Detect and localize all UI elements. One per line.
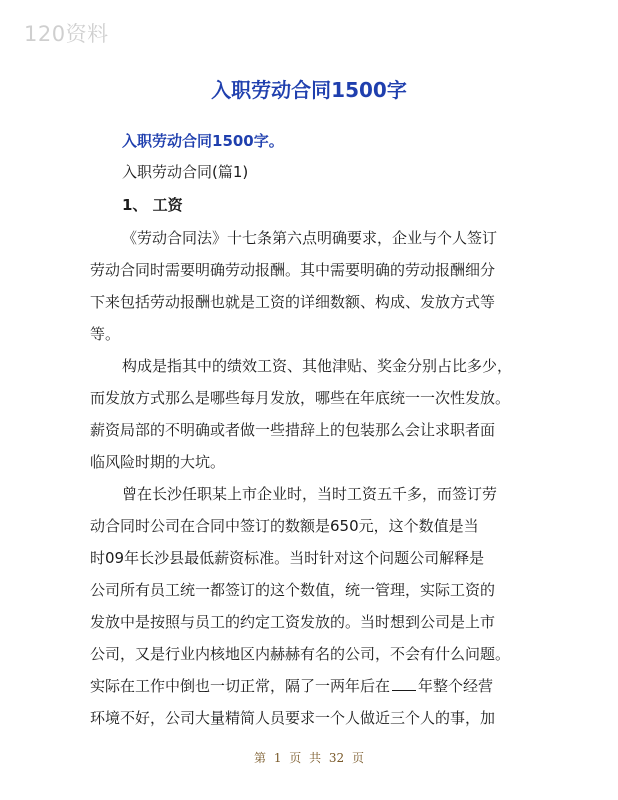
section-heading: 入职劳动合同(篇1) [122,163,249,181]
item-heading: 1、 工资 [122,196,183,214]
document-subtitle: 入职劳动合同1500字。 [122,132,284,150]
page-footer: 第 1 页 共 32 页 [254,751,364,765]
paragraph-line: 等。 [90,325,121,343]
paragraph-line: 公司，又是行业内核地区内赫赫有名的公司，不会有什么问题。 [90,645,511,663]
paragraph-line: 动合同时公司在合同中签订的数额是650元，这个数值是当 [90,517,479,535]
paragraph-line: 而发放方式那么是哪些每月发放，哪些在年底统一一次性发放。 [90,389,511,407]
paragraph-line: 薪资局部的不明确或者做一些措辞上的包装那么会让求职者面 [90,421,496,439]
paragraph-line: 临风险时期的大坑。 [90,453,226,471]
paragraph-line: 时09年长沙县最低薪资标准。当时针对这个问题公司解释是 [90,549,485,567]
paragraph-line [90,676,493,696]
paragraph-line: 《劳动合同法》十七条第六点明确要求，企业与个人签订 [122,229,498,247]
paragraph-line: 发放中是按照与员工的约定工资发放的。当时想到公司是上市 [90,613,496,631]
paragraph-line: 环境不好，公司大量精简人员要求一个人做近三个人的事，加 [90,709,496,727]
paragraph-line: 构成是指其中的绩效工资、其他津贴、奖金分别占比多少， [122,357,513,375]
fill-in-blank [392,676,416,691]
paragraph-line: 公司所有员工统一都签订的这个数值，统一管理，实际工资的 [90,581,496,599]
paragraph-line: 劳动合同时需要明确劳动报酬。其中需要明确的劳动报酬细分 [90,261,496,279]
paragraph-line-part: 实际在工作中倒也一切正常，隔了一两年后在 [90,677,391,695]
document-title: 入职劳动合同1500字 [211,78,407,102]
paragraph-line-part: 年整个经营 [418,677,494,695]
watermark: 120资料 [24,22,109,46]
paragraph-line: 下来包括劳动报酬也就是工资的详细数额、构成、发放方式等 [90,293,496,311]
paragraph-line: 曾在长沙任职某上市企业时，当时工资五千多，而签订劳 [122,485,498,503]
